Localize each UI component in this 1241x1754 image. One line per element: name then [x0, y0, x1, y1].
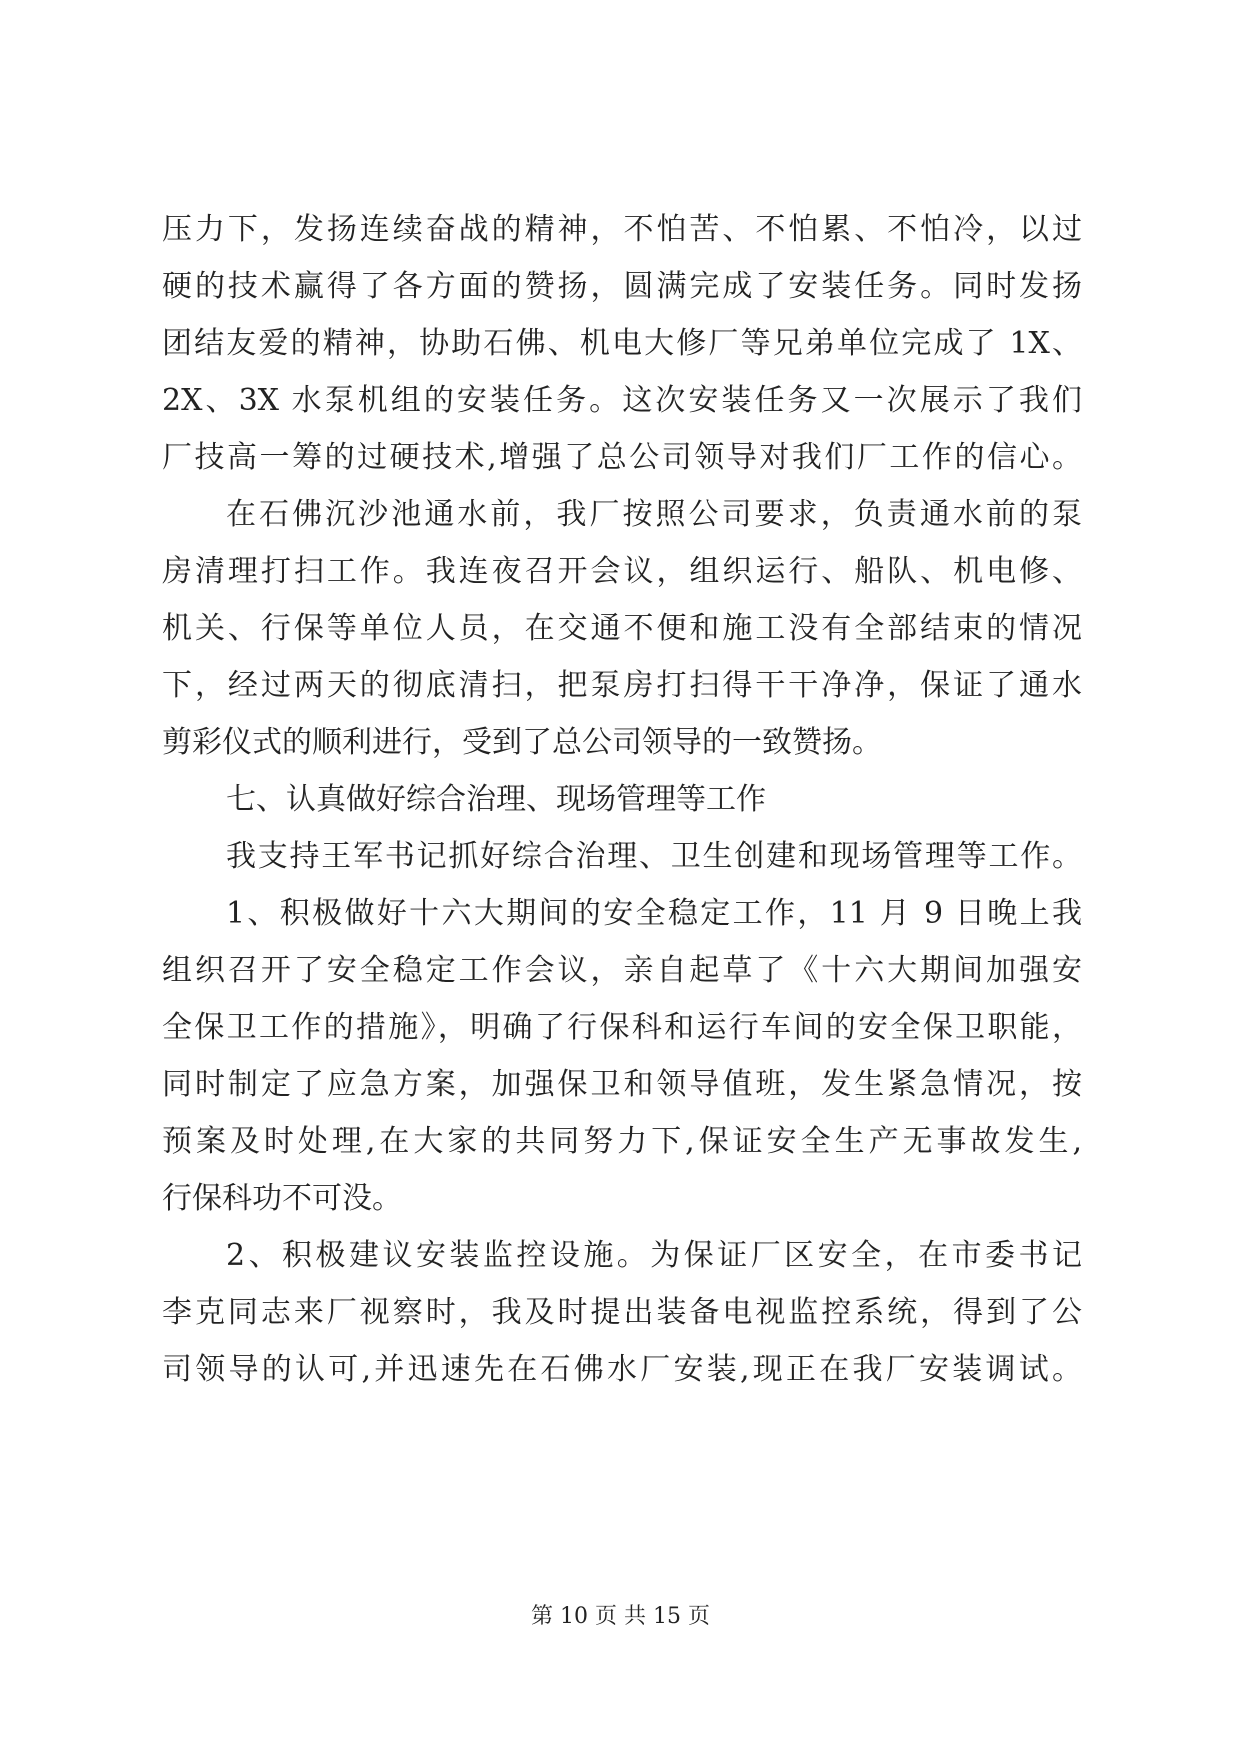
- text-line: 厂技高一筹的过硬技术,增强了总公司领导对我们厂工作的信心。: [162, 440, 1082, 475]
- text-line: 预案及时处理,在大家的共同努力下,保证安全生产无事故发生,: [162, 1124, 1082, 1159]
- text-line: 同时制定了应急方案，加强保卫和领导值班，发生紧急情况，按: [162, 1067, 1082, 1102]
- text-line: 硬的技术赢得了各方面的赞扬，圆满完成了安装任务。同时发扬: [162, 269, 1082, 304]
- page-number-footer: 第 10 页 共 15 页: [531, 1604, 710, 1629]
- text-line: 行保科功不可没。: [162, 1181, 402, 1216]
- paragraph-first-line: 在石佛沉沙池通水前，我厂按照公司要求，负责通水前的泵: [226, 497, 1082, 532]
- section-heading: 七、认真做好综合治理、现场管理等工作: [226, 782, 766, 817]
- text-line: 房清理打扫工作。我连夜召开会议，组织运行、船队、机电修、: [162, 554, 1082, 589]
- text-line: 全保卫工作的措施》，明确了行保科和运行车间的安全保卫职能，: [162, 1010, 1082, 1045]
- text-line: 团结友爱的精神，协助石佛、机电大修厂等兄弟单位完成了 1X、: [162, 326, 1082, 361]
- text-line: 司领导的认可,并迅速先在石佛水厂安装,现正在我厂安装调试。: [162, 1352, 1082, 1387]
- paragraph-first-line: 1、积极做好十六大期间的安全稳定工作，11 月 9 日晚上我: [226, 896, 1082, 931]
- paragraph-first-line: 2、积极建议安装监控设施。为保证厂区安全，在市委书记: [226, 1238, 1082, 1273]
- text-line: 机关、行保等单位人员，在交通不便和施工没有全部结束的情况: [162, 611, 1082, 646]
- paragraph-first-line: 我支持王军书记抓好综合治理、卫生创建和现场管理等工作。: [226, 839, 1082, 874]
- text-line: 组织召开了安全稳定工作会议，亲自起草了《十六大期间加强安: [162, 953, 1082, 988]
- text-line: 下，经过两天的彻底清扫，把泵房打扫得干干净净，保证了通水: [162, 668, 1082, 703]
- text-line: 剪彩仪式的顺利进行，受到了总公司领导的一致赞扬。: [162, 725, 882, 760]
- text-line: 李克同志来厂视察时，我及时提出装备电视监控系统，得到了公: [162, 1295, 1082, 1330]
- text-line: 2X、3X 水泵机组的安装任务。这次安装任务又一次展示了我们: [162, 383, 1082, 418]
- text-line: 压力下，发扬连续奋战的精神，不怕苦、不怕累、不怕冷，以过: [162, 212, 1082, 247]
